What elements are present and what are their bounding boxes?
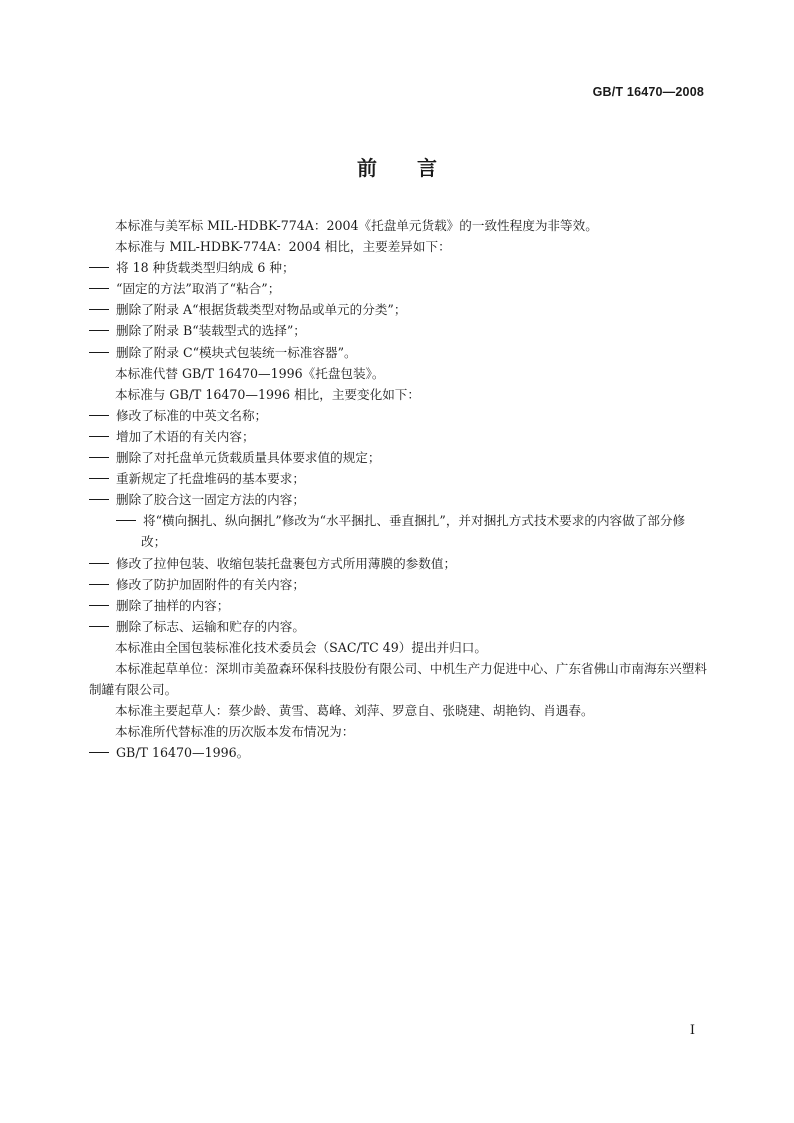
em-dash-marker — [89, 352, 109, 353]
list-item — [89, 574, 707, 595]
em-dash-marker — [89, 752, 109, 753]
list-item — [89, 278, 707, 299]
list-item — [89, 489, 707, 510]
list-item-text: 增加了术语的有关内容； — [116, 428, 255, 444]
list-item-text: GB/T 16470—1996。 — [116, 745, 250, 761]
em-dash-marker — [89, 436, 109, 437]
list-item-text: 修改了拉伸包装、收缩包装托盘裹包方式所用薄膜的参数值； — [116, 555, 457, 571]
em-dash-marker — [89, 330, 109, 331]
paragraph: 本标准由全国包装标准化技术委员会（SAC/TC 49）提出并归口。 — [115, 639, 487, 655]
list-item-text: 修改了防护加固附件的有关内容； — [116, 576, 305, 592]
list-item — [89, 595, 707, 616]
list-item — [89, 320, 707, 341]
list-item — [89, 405, 707, 426]
list-item — [89, 510, 707, 552]
em-dash-marker — [89, 563, 109, 564]
em-dash-marker — [89, 288, 109, 289]
paragraph: 本标准与美军标 MIL-HDBK-774A：2004《托盘单元货载》的一致性程度为非等效。 — [115, 218, 598, 233]
list-item-text: 删除了抽样的内容； — [116, 597, 230, 613]
list-item — [89, 447, 707, 468]
standard-code: GB/T 16470—2008 — [592, 85, 704, 99]
list-item-text: 修改了标准的中英文名称； — [116, 407, 268, 423]
list-item — [89, 426, 707, 447]
paragraph: 本标准与 GB/T 16470—1996 相比，主要变化如下： — [115, 386, 420, 402]
page-number: I — [689, 1023, 695, 1038]
list-item — [89, 342, 707, 363]
em-dash-marker — [89, 309, 109, 310]
em-dash-marker — [89, 605, 109, 606]
em-dash-marker — [89, 499, 109, 500]
em-dash-marker — [116, 520, 136, 521]
em-dash-marker — [89, 626, 109, 627]
list-item — [89, 742, 707, 763]
foreword-body — [89, 215, 707, 763]
list-item — [89, 257, 707, 278]
list-item — [89, 468, 707, 489]
list-item — [89, 299, 707, 320]
list-item-text: 将 18 种货载类型归纳成 6 种； — [116, 260, 295, 276]
list-item-text: 删除了标志、运输和贮存的内容。 — [116, 618, 305, 634]
paragraph: 本标准与 MIL-HDBK-774A：2004 相比，主要差异如下： — [115, 239, 451, 255]
list-item-text: 删除了对托盘单元货载质量具体要求值的规定； — [116, 450, 381, 466]
list-item-text: 删除了附录 B“装载型式的选择”； — [116, 323, 306, 339]
em-dash-marker — [89, 457, 109, 458]
list-item-text: “固定的方法”取消了“粘合”； — [116, 281, 281, 297]
paragraph: 本标准起草单位：深圳市美盈森环保科技股份有限公司、中机生产力促进中心、广东省佛山市南海东兴塑料制罐有限公司。 — [89, 660, 707, 698]
list-item-text: 删除了胶合这一固定方法的内容； — [116, 492, 305, 508]
paragraph: 本标准主要起草人：蔡少龄、黄雪、葛峰、刘萍、罗意自、张晓建、胡艳钧、肖遇春。 — [115, 703, 594, 719]
list-item-text: 删除了附录 C“模块式包装统一标准容器”。 — [116, 344, 357, 360]
paragraph: 本标准代替 GB/T 16470—1996《托盘包装》。 — [115, 365, 385, 381]
list-item-text: 删除了附录 A“根据货载类型对物品或单元的分类”； — [116, 302, 407, 318]
page-title: 前言 — [357, 156, 477, 180]
list-item — [89, 616, 707, 637]
em-dash-marker — [89, 267, 109, 268]
list-item-text: 重新规定了托盘堆码的基本要求； — [116, 471, 305, 487]
paragraph: 本标准所代替标准的历次版本发布情况为： — [115, 724, 355, 740]
em-dash-marker — [89, 584, 109, 585]
list-item-text: 将“横向捆扎、纵向捆扎”修改为“水平捆扎、垂直捆扎”，并对捆扎方式技术要求的内容做了部分修改； — [141, 513, 686, 550]
em-dash-marker — [89, 478, 109, 479]
em-dash-marker — [89, 415, 109, 416]
list-item — [89, 553, 707, 574]
